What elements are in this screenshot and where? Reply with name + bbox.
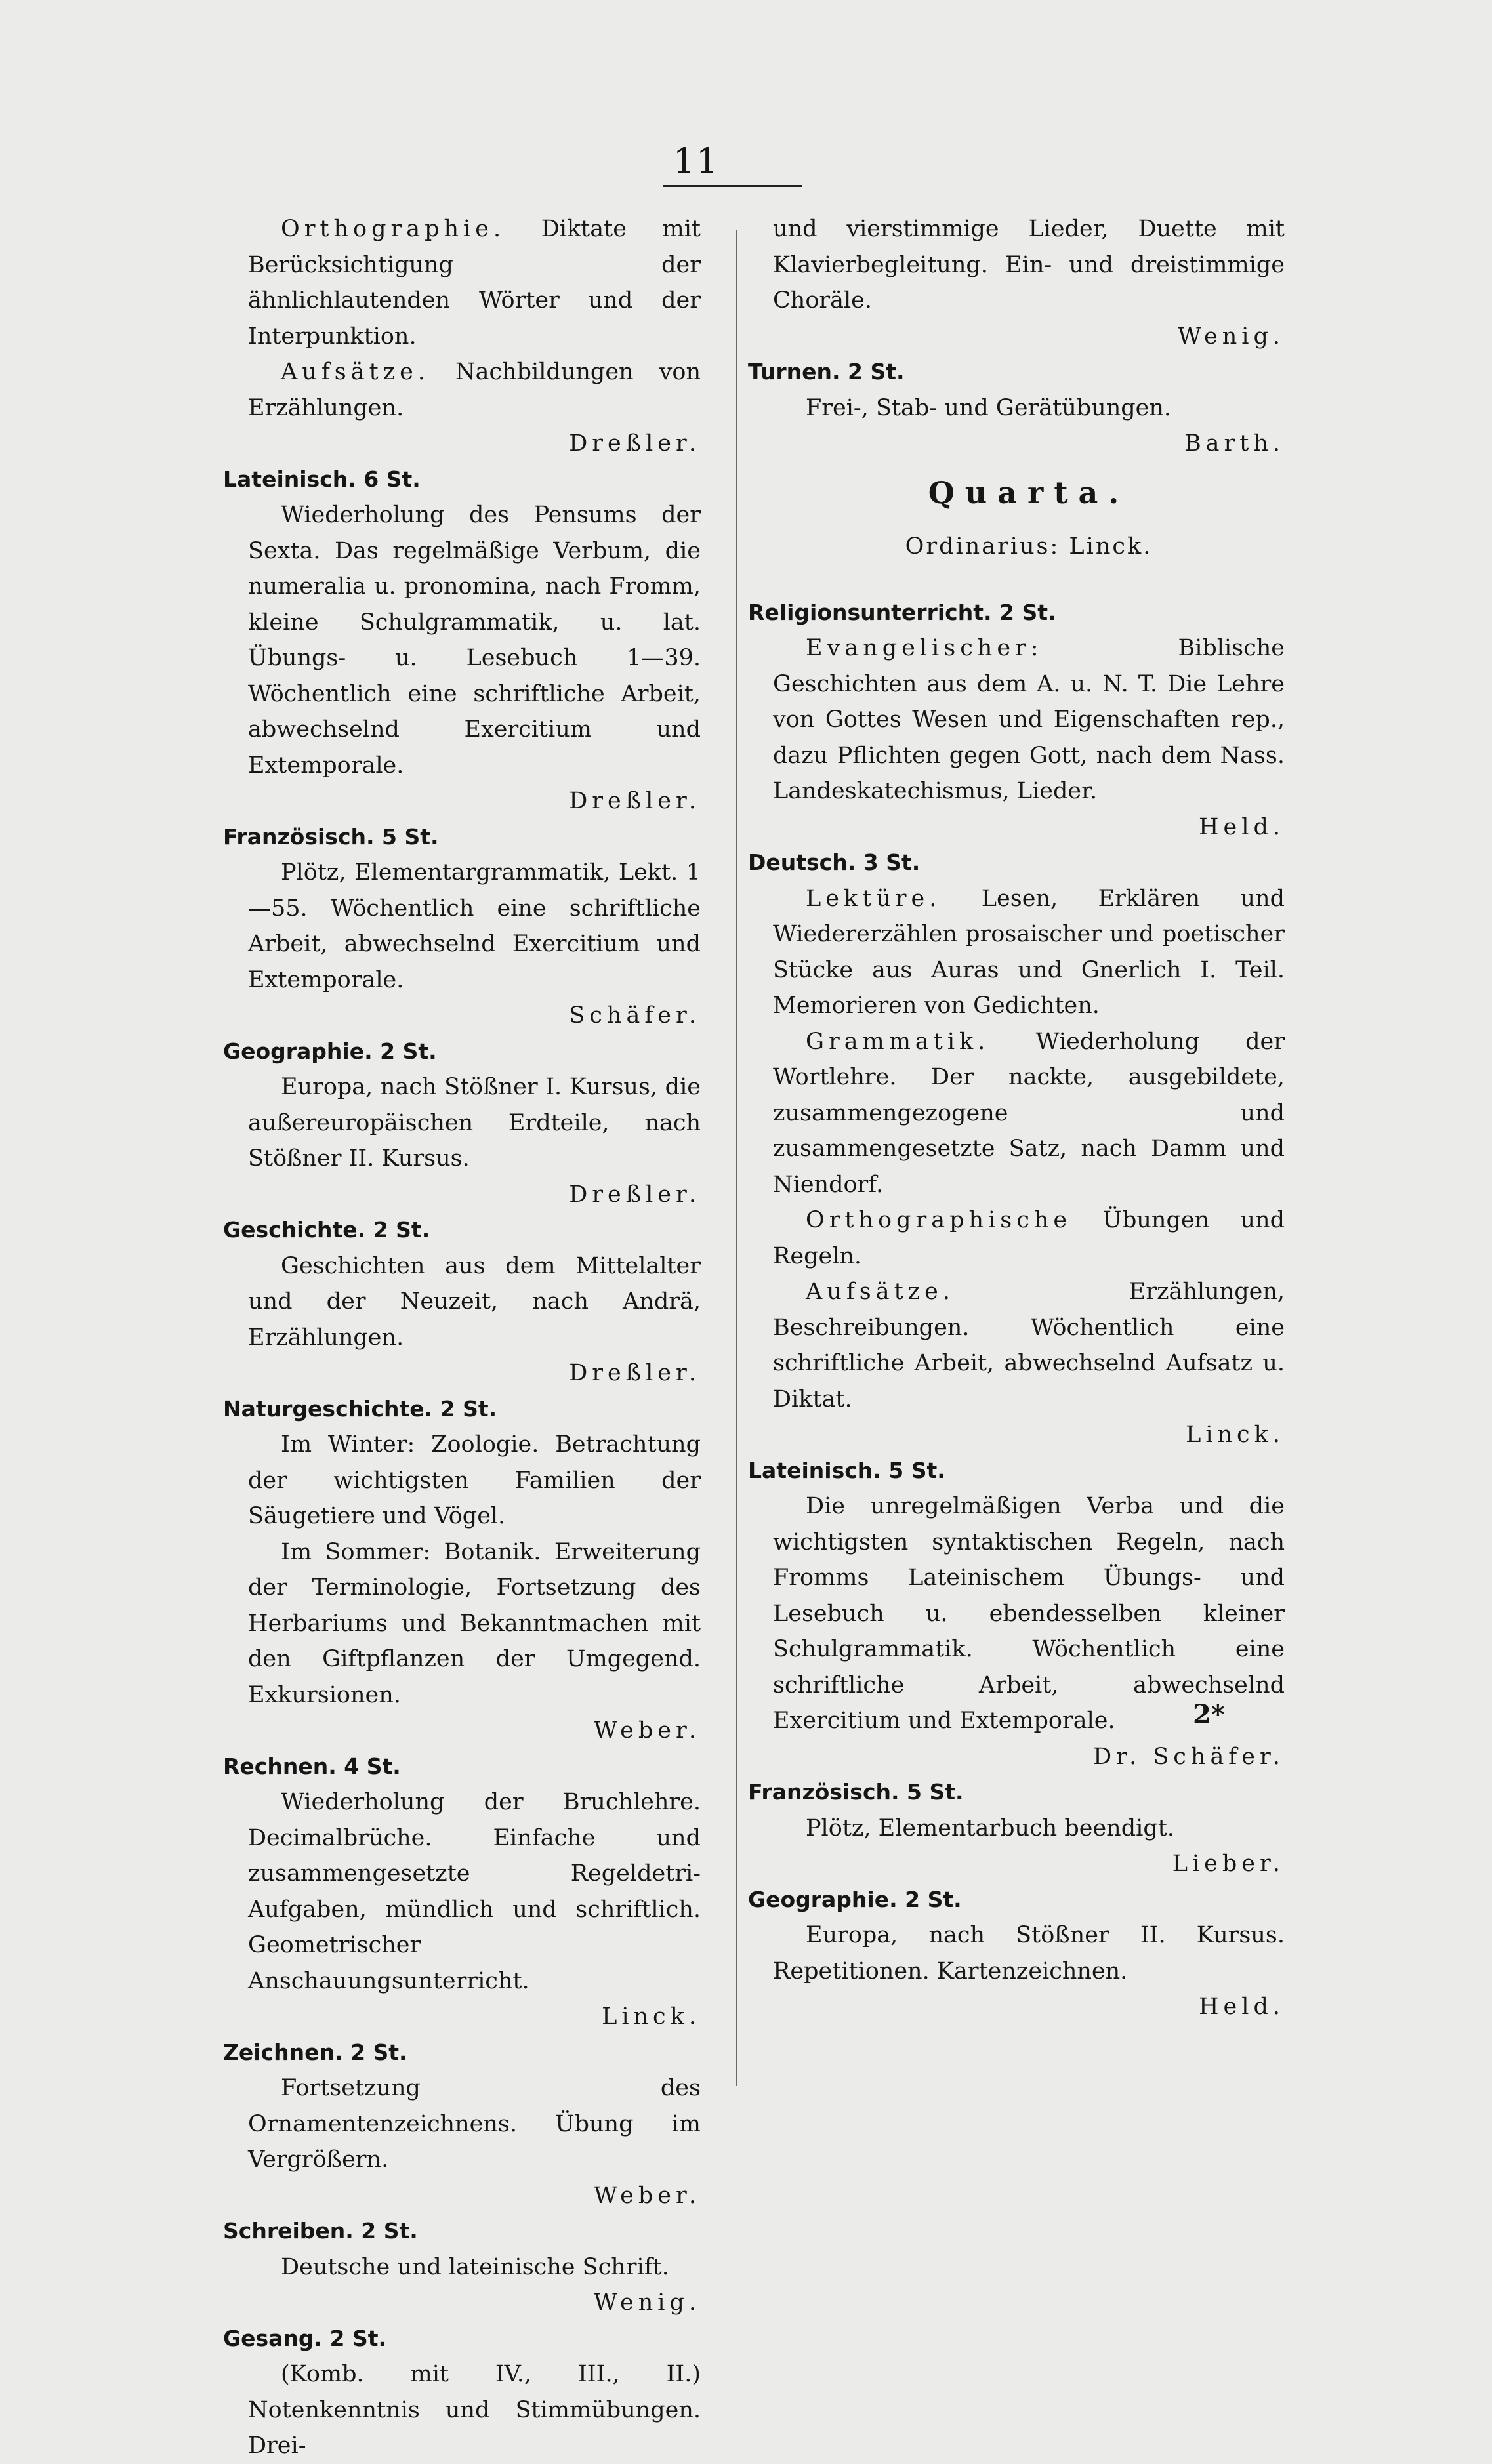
subject-heading: Rechnen. 4 St. [223, 1753, 401, 1779]
ordinarius-line: Ordinarius: Linck. [905, 533, 1153, 560]
teacher-name: Weber. [594, 1717, 701, 1744]
teacher-name: Lieber. [1172, 1851, 1285, 1877]
schreiben-text: Deutsche und lateinische Schrift. [281, 2253, 669, 2280]
subject-heading: Religionsunterricht. 2 St. [748, 599, 1056, 625]
header-rule [663, 185, 802, 187]
teacher-name: Held. [1199, 1994, 1285, 2020]
page-number: 11 [673, 142, 720, 181]
teacher-name: Schäfer. [569, 1002, 701, 1029]
teacher-name: Dreßler. [569, 1181, 701, 1208]
naturgeschichte-winter: Im Winter: Zoologie. Betrachtung der wichtigsten Familien der Säugetiere und Vögel. [248, 1431, 701, 1529]
geschichte-text: Geschichten aus dem Mittelalter und der Neuzeit, nach Andrä, Erzählungen. [248, 1252, 701, 1351]
subject-heading: Geschichte. 2 St. [223, 1217, 430, 1242]
latein-text: Die unregelmäßigen Verba und die wichtigsten syntaktischen Regeln, nach Fromms Lateinischem Übungs- und Lesebuch u. ebendesselben kleiner Schulgrammatik. Wöchentlich eine schriftliche Arbeit, abwechselnd Exercitium und Extemporale. [773, 1493, 1285, 1734]
entry-text: Wiederholung der Wortlehre. Der nackte, ausgebildete, zusammengezogene und zusammengesetzte Satz, nach Damm und Niendorf. [773, 1028, 1285, 1198]
franzoesisch-text: Plötz, Elementargrammatik, Lekt. 1—55. Wöchentlich eine schriftliche Arbeit, abwechselnd Exercitium und Extemporale. [248, 859, 701, 993]
subject-heading: Lateinisch. 6 St. [223, 466, 421, 492]
subject-heading: Gesang. 2 St. [223, 2325, 387, 2351]
aufsaetze-entry [248, 354, 701, 426]
franzoesisch-text: Plötz, Elementarbuch beendigt. [806, 1815, 1174, 1841]
entry-text: Nachbildungen von Erzählungen. [248, 359, 701, 421]
latein-text: Wiederholung des Pensums der Sexta. Das regelmäßige Verbum, die numeralia u. pronomina, nach Fromm, kleine Schulgrammatik, u. lat. Übungs- u. Lesebuch 1—39. Wöchentlich eine schriftliche Arbeit, abwechselnd Exercitium und Extemporale. [248, 502, 701, 779]
subject-label: Lektüre. [806, 885, 942, 912]
orthographie-entry [248, 211, 701, 354]
subject-heading: Französisch. 5 St. [223, 823, 439, 850]
turnen-text: Frei-, Stab- und Gerätübungen. [806, 394, 1172, 421]
sheet-signature-mark: 2* [1193, 1699, 1225, 1730]
teacher-name: Linck. [1186, 1422, 1285, 1448]
subject-heading: Schreiben. 2 St. [223, 2218, 418, 2244]
subject-label: Orthographische [806, 1207, 1072, 1233]
gesang-text: (Komb. mit IV., III., II.) Notenkenntnis und Stimmübungen. Drei- [248, 2361, 701, 2459]
entry-text: Übungen und Regeln. [773, 1207, 1285, 1269]
teacher-name: Wenig. [1177, 323, 1285, 350]
orthographie-entry [773, 1202, 1285, 1274]
gesang-continued-text: und vierstimmige Lieder, Duette mit Klavierbegleitung. Ein- und dreistimmige Choräle. [773, 216, 1285, 314]
subject-heading: Geographie. 2 St. [748, 1886, 962, 1912]
teacher-name: Dreßler. [569, 788, 701, 814]
entry-text: Lesen, Erklären und Wiedererzählen prosaischer und poetischer Stücke aus Auras und Gnerlich I. Teil. Memorieren von Gedichten. [773, 885, 1285, 1019]
naturgeschichte-sommer: Im Sommer: Botanik. Erweiterung der Terminologie, Fortsetzung des Herbariums und Bekanntmachen mit den Giftpflanzen der Umgegend. Exkursionen. [248, 1538, 701, 1708]
subject-heading: Französisch. 5 St. [748, 1779, 964, 1805]
subject-heading: Geographie. 2 St. [223, 1038, 437, 1064]
subject-label: Aufsätze. [281, 359, 430, 385]
teacher-name: Wenig. [593, 2289, 701, 2316]
subject-heading: Naturgeschichte. 2 St. [223, 1395, 497, 1422]
subject-label: Aufsätze. [806, 1279, 955, 1305]
rechnen-text: Wiederholung der Bruchlehre. Decimalbrüche. Einfache und zusammengesetzte Regeldetri-Aufgaben, mündlich und schriftlich. Geometrischer Anschauungsunterricht. [248, 1789, 701, 1994]
aufsaetze-entry [773, 1274, 1285, 1417]
teacher-name: Dreßler. [569, 430, 701, 457]
subject-label: Evangelischer: [806, 635, 1043, 661]
column-divider [736, 230, 737, 2086]
entry-text: Biblische Geschichten aus dem A. u. N. T. Die Lehre von Gottes Wesen und Eigenschaften rep., dazu Pflichten gegen Gott, nach dem Nass. Landeskatechismus, Lieder. [773, 635, 1285, 804]
subject-label: Grammatik. [806, 1028, 990, 1055]
teacher-name: Weber. [594, 2182, 701, 2209]
teacher-name: Linck. [602, 2003, 701, 2030]
entry-text: Erzählungen, Beschreibungen. Wöchentlich eine schriftliche Arbeit, abwechselnd Aufsatz u. Diktat. [773, 1279, 1285, 1412]
lektuere-entry [773, 881, 1285, 1024]
right-column [748, 211, 1285, 2025]
teacher-name: Barth. [1184, 430, 1285, 457]
subject-heading: Deutsch. 3 St. [748, 850, 921, 875]
class-heading: Quarta. [928, 474, 1130, 510]
entry-text: Diktate mit Berücksichtigung der ähnlichlautenden Wörter und der Interpunktion. [248, 216, 701, 350]
geographie-text: Europa, nach Stößner II. Kursus. Repetitionen. Kartenzeichnen. [773, 1922, 1285, 1984]
teacher-name: Held. [1199, 813, 1285, 840]
subject-label: Orthographie. [281, 216, 506, 242]
teacher-name: Dreßler. [569, 1360, 701, 1386]
religion-entry [773, 630, 1285, 810]
subject-heading: Zeichnen. 2 St. [223, 2039, 407, 2065]
zeichnen-text: Fortsetzung des Ornamentenzeichnens. Übung im Vergrößern. [248, 2075, 701, 2173]
grammatik-entry [773, 1024, 1285, 1203]
geographie-text: Europa, nach Stößner I. Kursus, die außereuropäischen Erdteile, nach Stößner II. Kursus. [248, 1074, 701, 1172]
teacher-name: Dr. Schäfer. [1093, 1743, 1285, 1770]
subject-heading: Turnen. 2 St. [748, 359, 905, 384]
subject-heading: Lateinisch. 5 St. [748, 1457, 945, 1483]
left-column [223, 211, 701, 2464]
